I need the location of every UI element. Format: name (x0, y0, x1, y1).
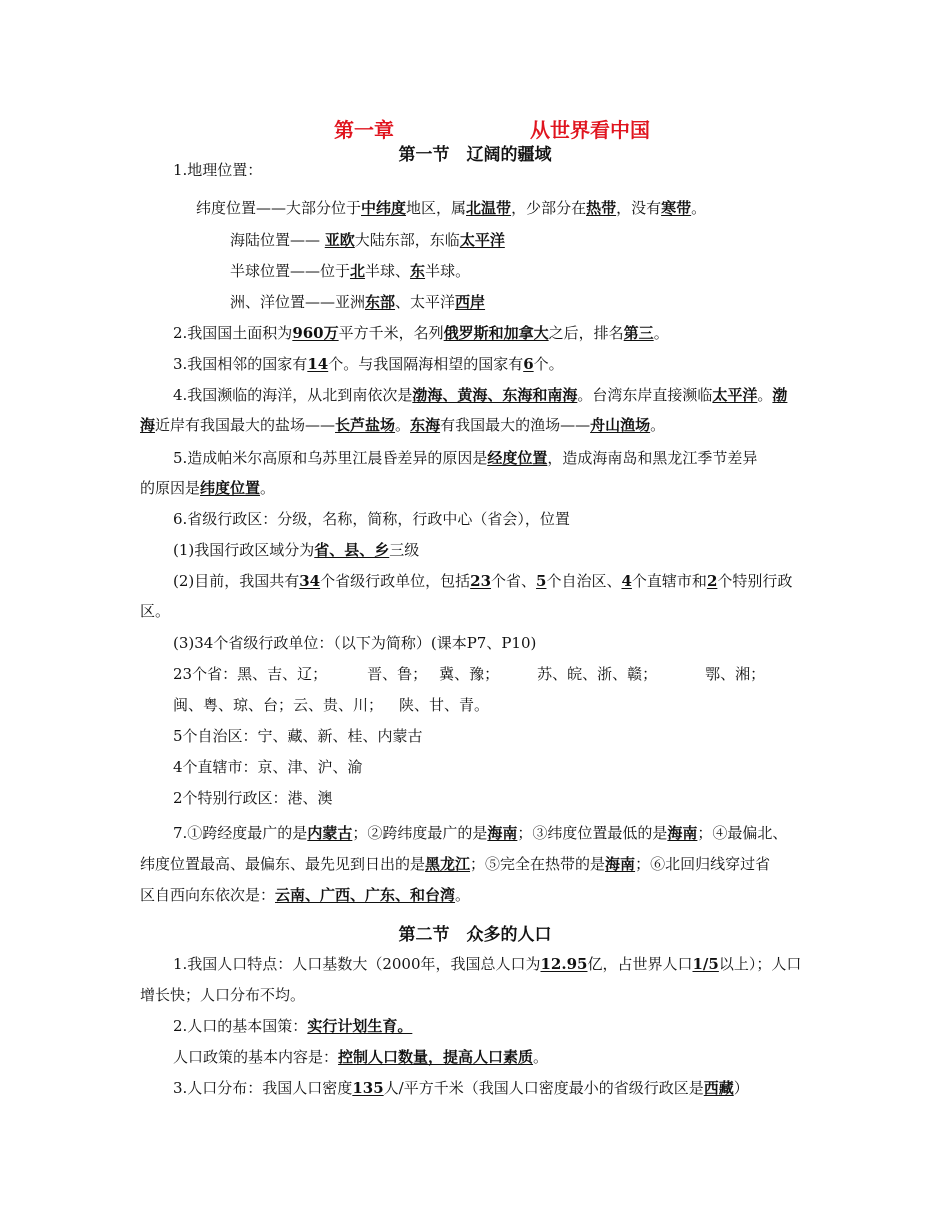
admin-count-item-line-1: (2)目前，我国共有34个省级行政单位，包括23个省、5个自治区、4个直辖市和2个特别行政 (173, 572, 793, 590)
extremes-item-line-3: 区自西向东依次是：云南、广西、广东、和台湾。 (140, 886, 471, 904)
policy-content-item: 人口政策的基本内容是：控制人口数量，提高人口素质。 (173, 1048, 549, 1066)
hemisphere-position: 半球位置——位于北半球、东半球。 (230, 262, 471, 280)
time-season-item-line-2: 的原因是纬度位置。 (140, 479, 276, 497)
neighbors-item: 3.我国相邻的国家有14个。与我国隔海相望的国家有6个。 (173, 355, 564, 373)
municipalities: 4个直辖市：京、津、沪、渝 (173, 758, 363, 776)
admin-levels-item: (1)我国行政区域分为省、县、乡三级 (173, 541, 420, 559)
special-admin-regions: 2个特别行政区：港、澳 (173, 789, 333, 807)
extremes-item-line-1: 7.①跨经度最广的是内蒙古；②跨纬度最广的是海南；③纬度位置最低的是海南；④最偏北、 (173, 824, 788, 842)
land-area-item: 2.我国国土面积为960万平方千米，名列俄罗斯和加拿大之后，排名第三。 (173, 324, 669, 342)
seas-item-line-2: 海近岸有我国最大的盐场——长芦盐场。东海有我国最大的渔场——舟山渔场。 (140, 416, 666, 434)
chapter-title: 从世界看中国 (530, 118, 650, 142)
extremes-item-line-2: 纬度位置最高、最偏东、最先见到日出的是黑龙江；⑤完全在热带的是海南；⑥北回归线穿过省 (140, 855, 771, 873)
geo-position-heading: 1.地理位置： (173, 161, 263, 179)
admin-divisions-heading: 6.省级行政区：分级，名称，简称，行政中心（省会），位置 (173, 510, 570, 528)
latitude-position: 纬度位置——大部分位于中纬度地区，属北温带，少部分在热带，没有寒带。 (196, 199, 707, 217)
population-traits-line-1: 1.我国人口特点：人口基数大（2000年，我国总人口为12.95亿，占世界人口1/5以上）；人口 (173, 955, 802, 973)
sea-land-position: 海陆位置—— 亚欧大陆东部，东临太平洋 (230, 231, 505, 249)
autonomous-regions: 5个自治区：宁、藏、新、桂、内蒙古 (173, 727, 423, 745)
seas-item-line-1: 4.我国濒临的海洋，从北到南依次是渤海、黄海、东海和南海。台湾东岸直接濒临太平洋。渤 (173, 386, 788, 404)
admin-units-heading: (3)34个省级行政单位：（以下为简称）(课本P7、P10) (173, 634, 537, 652)
population-traits-line-2: 增长快；人口分布不均。 (140, 986, 306, 1004)
section-1-title: 第一节 辽阔的疆域 (398, 145, 552, 165)
population-distribution-item: 3.人口分布：我国人口密度135人/平方千米（我国人口密度最小的省级行政区是西藏） (173, 1079, 749, 1097)
continent-ocean-position: 洲、洋位置——亚洲东部、太平洋西岸 (230, 293, 486, 311)
chapter-label: 第一章 (334, 118, 394, 142)
time-season-item-line-1: 5.造成帕米尔高原和乌苏里江晨昏差异的原因是经度位置，造成海南岛和黑龙江季节差异 (173, 449, 758, 467)
section-2-title: 第二节 众多的人口 (398, 925, 552, 945)
admin-count-item-line-2: 区。 (140, 602, 171, 620)
provinces-line-1: 23个省：黑、吉、辽； 晋、鲁； 冀、豫； 苏、皖、浙、赣； 鄂、湘； (173, 665, 766, 683)
provinces-line-2: 闽、粤、琼、台；云、贵、川； 陕、甘、青。 (173, 696, 490, 714)
national-policy-item: 2.人口的基本国策：实行计划生育。 (173, 1017, 413, 1035)
